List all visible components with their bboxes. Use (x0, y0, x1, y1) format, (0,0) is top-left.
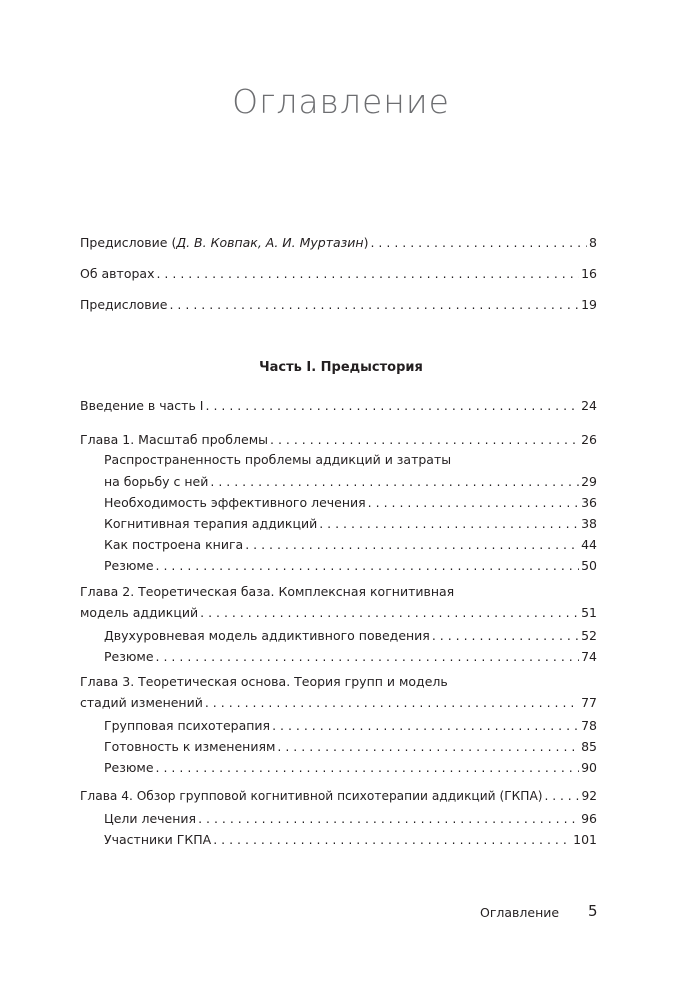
toc-subentry (104, 534, 597, 556)
toc-entry (80, 294, 597, 316)
dot-leader (169, 294, 579, 316)
toc-entry-title: стадий изменений (80, 695, 203, 710)
toc-entry-title-line1: Глава 2. Теоретическая база. Комплексная когнитивная (80, 584, 455, 599)
dot-leader (200, 602, 579, 624)
toc-entry-title: на борьбу с ней (104, 474, 209, 489)
dot-leader (545, 785, 580, 807)
running-footer-label: Оглавление (480, 905, 560, 920)
toc-entry-title: Когнитивная терапия аддикций (104, 516, 318, 531)
toc-entry-title: Участники ГКПА (104, 832, 212, 847)
dot-leader (210, 471, 579, 493)
dot-leader (198, 808, 579, 830)
toc-entry-title: Резюме (104, 649, 154, 664)
toc-entry-page: 51 (581, 605, 597, 620)
dot-leader (270, 429, 579, 451)
toc-entry-page: 52 (581, 628, 597, 643)
dot-leader (156, 555, 580, 577)
toc-entry-title: Двухуровневая модель аддиктивного поведения (104, 628, 430, 643)
toc-entry-title: Предисловие (80, 297, 168, 312)
toc-entry-title: Предисловие (Д. В. Ковпак, А. И. Муртазин) (80, 235, 369, 250)
dot-leader (432, 625, 579, 647)
dot-leader (277, 736, 579, 758)
toc-entry-page: 85 (581, 739, 597, 754)
toc-entry-page: 77 (581, 695, 597, 710)
toc-entry-page: 90 (581, 760, 597, 775)
toc-entry-page: 96 (581, 811, 597, 826)
dot-leader (368, 492, 579, 514)
toc-entry-page: 19 (581, 297, 597, 312)
toc-subentry (104, 492, 597, 514)
toc-entry-title: Групповая психотерапия (104, 718, 271, 733)
toc-chapter (80, 429, 597, 451)
page-number: 5 (588, 902, 598, 920)
toc-entry-title-line1: Распространенность проблемы аддикций и затраты (104, 452, 452, 467)
toc-entry-page: 44 (581, 537, 597, 552)
toc-entry-page: 29 (581, 474, 597, 489)
dot-leader (156, 757, 580, 779)
toc-subentry (104, 715, 597, 737)
dot-leader (206, 395, 580, 417)
toc-entry-authors: Д. В. Ковпак, А. И. Муртазин (176, 235, 364, 250)
page-title: Оглавление (232, 82, 450, 121)
toc-entry-page: 26 (581, 432, 597, 447)
toc-entry-page: 38 (581, 516, 597, 531)
toc-subentry (104, 646, 597, 668)
toc-entry-page: 101 (573, 832, 597, 847)
toc-entry-title: Резюме (104, 760, 154, 775)
toc-entry-title: Об авторах (80, 266, 155, 281)
toc-entry-page: 16 (581, 266, 597, 281)
toc-entry-page: 36 (581, 495, 597, 510)
toc-entry-title: Резюме (104, 558, 154, 573)
toc-subentry (104, 736, 597, 758)
part-heading: Часть I. Предыстория (259, 360, 423, 375)
toc-subentry (104, 513, 597, 535)
toc-entry-title-line1: Глава 3. Теоретическая основа. Теория групп и модель (80, 674, 448, 689)
toc-entry (80, 232, 597, 254)
toc-subentry (104, 829, 597, 851)
toc-entry (80, 395, 597, 417)
toc-entry-page: 92 (581, 789, 597, 803)
toc-subentry (104, 808, 597, 830)
toc-entry-title: Готовность к изменениям (104, 739, 276, 754)
dot-leader (319, 513, 579, 535)
toc-entry-title: Необходимость эффективного лечения (104, 495, 366, 510)
toc-chapter (80, 785, 597, 807)
toc-entry-page: 24 (581, 398, 597, 413)
toc-entry-title: Глава 1. Масштаб проблемы (80, 432, 268, 447)
toc-subentry (104, 757, 597, 779)
toc-subentry (104, 471, 597, 493)
toc-chapter (80, 692, 597, 714)
dot-leader (205, 692, 579, 714)
toc-entry-page: 8 (589, 235, 597, 250)
dot-leader (370, 232, 587, 254)
toc-entry-page: 74 (581, 649, 597, 664)
toc-entry (80, 263, 597, 285)
toc-entry-title: модель аддикций (80, 605, 199, 620)
toc-entry-title: Глава 4. Обзор групповой когнитивной психотерапии аддикций (ГКПА) (80, 789, 543, 803)
toc-entry-title: Цели лечения (104, 811, 197, 826)
toc-entry-title: Как построена книга (104, 537, 244, 552)
toc-entry-page: 50 (581, 558, 597, 573)
toc-entry-title: Введение в часть I (80, 398, 204, 413)
toc-entry-page: 78 (581, 718, 597, 733)
toc-chapter (80, 602, 597, 624)
dot-leader (272, 715, 579, 737)
toc-subentry (104, 625, 597, 647)
dot-leader (245, 534, 579, 556)
toc-subentry (104, 555, 597, 577)
dot-leader (156, 263, 579, 285)
dot-leader (213, 829, 571, 851)
dot-leader (156, 646, 580, 668)
